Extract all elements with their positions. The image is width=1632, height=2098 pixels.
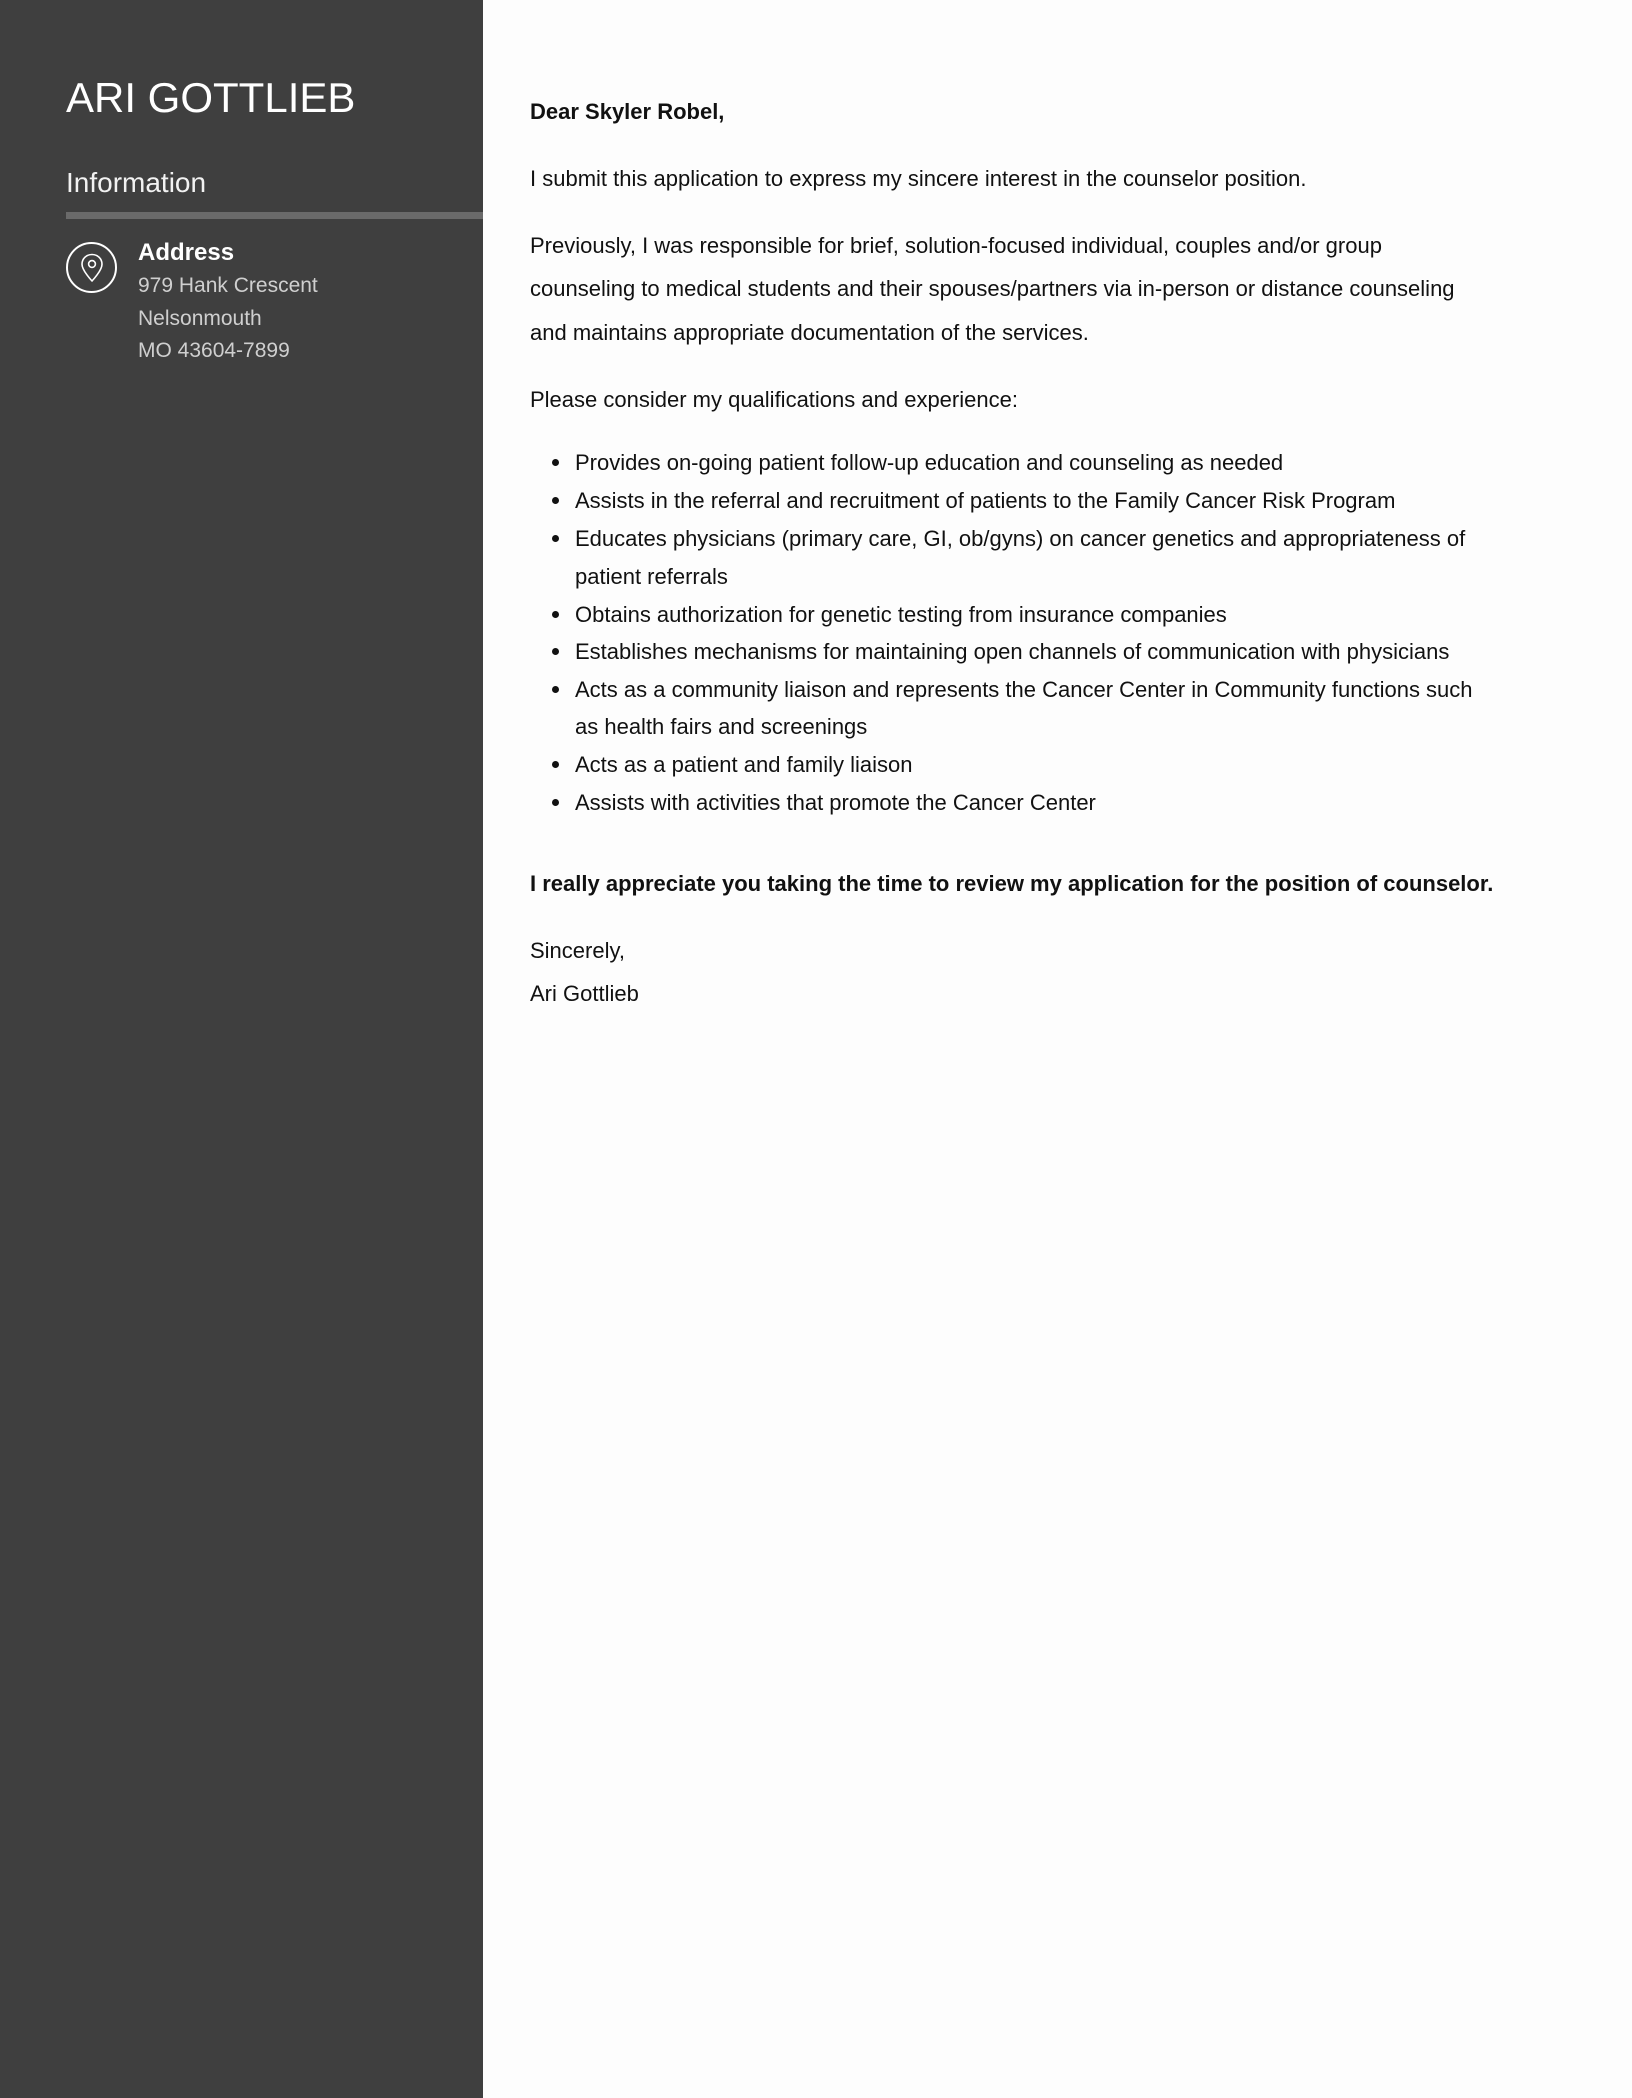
list-item-text: patient referrals <box>575 564 728 589</box>
information-heading: Information <box>66 167 207 198</box>
list-item-text: Assists in the referral and recruitment of patients to the Family Cancer Risk Program <box>575 488 1396 513</box>
bullet-icon <box>552 761 559 768</box>
sidebar <box>0 0 483 2098</box>
list-item-text: Assists with activities that promote the Cancer Center <box>575 790 1096 815</box>
list-item-text: Educates physicians (primary care, GI, ob/gyns) on cancer genetics and appropriateness of <box>575 526 1466 551</box>
closing-paragraph: I really appreciate you taking the time to review my application for the position of counselor. <box>530 871 1494 896</box>
bullet-icon <box>552 686 559 693</box>
address-state-zip: MO 43604-7899 <box>138 339 290 362</box>
bullet-icon <box>552 497 559 504</box>
address-street: 979 Hank Crescent <box>138 274 318 297</box>
list-item-text: Acts as a community liaison and represents the Cancer Center in Community functions such <box>575 677 1473 702</box>
experience-line: Previously, I was responsible for brief, solution-focused individual, couples and/or group <box>530 233 1382 258</box>
experience-line: and maintains appropriate documentation of the services. <box>530 320 1089 345</box>
signature-name: Ari Gottlieb <box>530 981 639 1006</box>
list-item-text: Provides on-going patient follow-up education and counseling as needed <box>575 450 1284 475</box>
list-item-text: Obtains authorization for genetic testing from insurance companies <box>575 602 1227 627</box>
bullet-icon <box>552 648 559 655</box>
address-city: Nelsonmouth <box>138 307 262 330</box>
list-item-text: as health fairs and screenings <box>575 714 868 739</box>
list-item-text: Establishes mechanisms for maintaining open channels of communication with physicians <box>575 639 1450 664</box>
experience-line: counseling to medical students and their spouses/partners via in-person or distance counseling <box>530 276 1455 301</box>
address-label: Address <box>138 239 235 266</box>
signoff: Sincerely, <box>530 938 625 963</box>
list-item-text: Acts as a patient and family liaison <box>575 752 913 777</box>
bullet-icon <box>552 459 559 466</box>
salutation: Dear Skyler Robel, <box>530 99 725 124</box>
applicant-name: ARI GOTTLIEB <box>66 74 356 121</box>
bullet-icon <box>552 535 559 542</box>
qualifications-intro: Please consider my qualifications and experience: <box>530 387 1018 412</box>
bullet-icon <box>552 799 559 806</box>
intro-paragraph: I submit this application to express my sincere interest in the counselor position. <box>530 166 1307 191</box>
section-divider <box>66 212 483 219</box>
map-pin-glyph <box>80 253 104 283</box>
bullet-icon <box>552 611 559 618</box>
map-pin-icon <box>66 242 117 293</box>
